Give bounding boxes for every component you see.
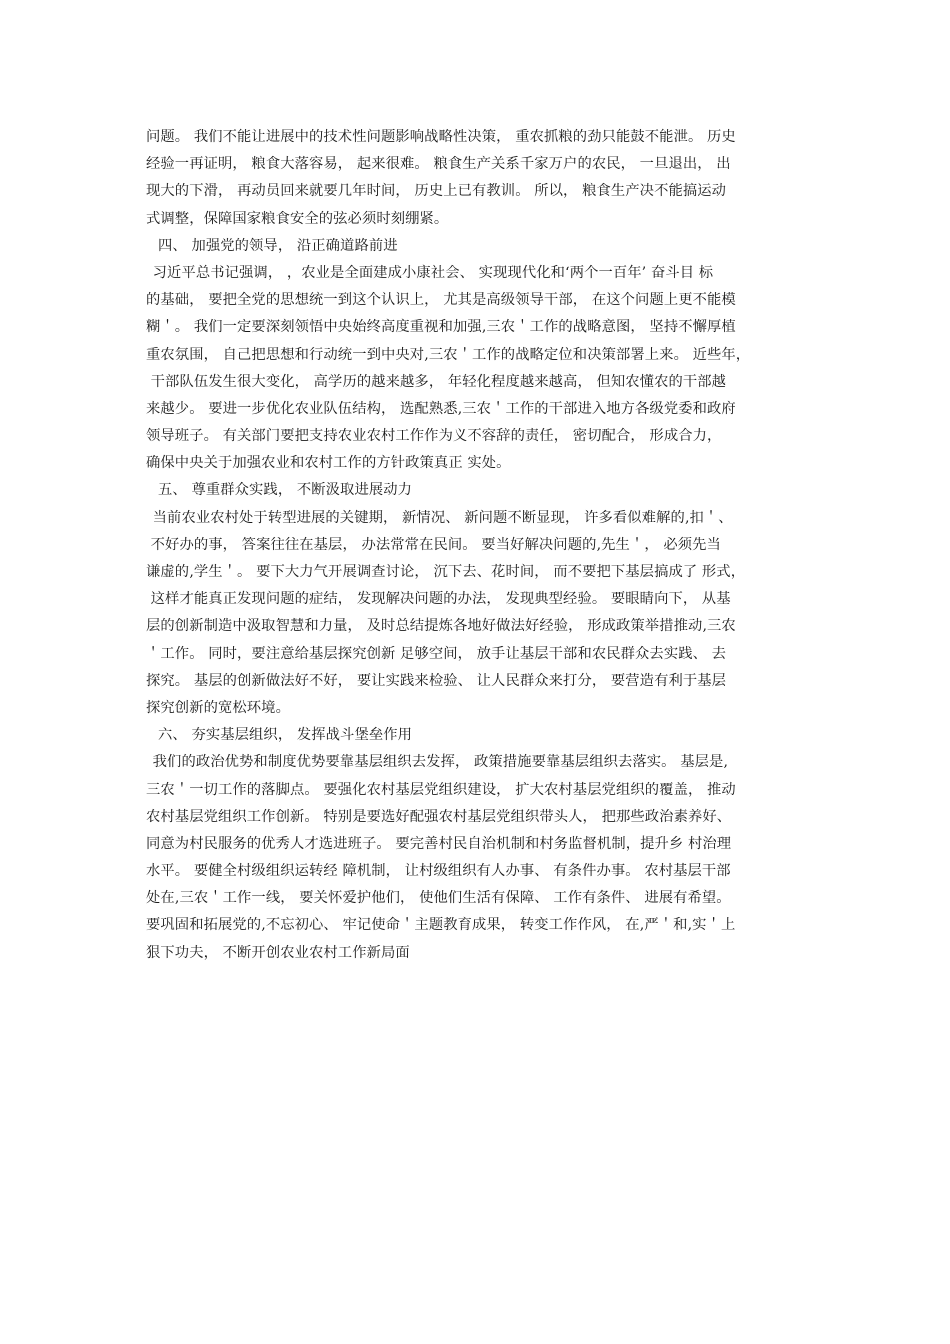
text-line: 干部队伍发生很大变化， 高学历的越来越多， 年轻化程度越来越高， 但知农懂农的干部越: [146, 373, 727, 390]
text-line: 习近平总书记强调， ，农业是全面建成小康社会、 实现现代化和‘两个一百年’ 奋斗目 标: [148, 264, 714, 281]
text-line: 的基础， 要把全党的思想统一到这个认识上， 尤其是高级领导干部， 在这个问题上更不能模: [146, 292, 736, 309]
text-line: 糊＇。 我们一定要深刻领悟中央始终高度重视和加强‚三农＇工作的战略意图， 坚持不懈厚植: [146, 319, 736, 336]
text-line: 探究。 基层的创新做法好不好， 要让实践来检验、 让人民群众来打分， 要营造有利于基层: [146, 672, 727, 689]
text-line: 式调整，保障国家粮食安全的弦必须时刻绷紧。: [146, 210, 449, 227]
text-line: 处在‚三农＇工作一线， 要关怀爱护他们， 使他们生活有保障、 工作有条件、 进展有希望。: [146, 890, 731, 907]
text-line: 水平。 要健全村级组织运转经 障机制， 让村级组织有人办事、 有条件办事。 农村基层干部: [146, 863, 731, 880]
text-line: 领导班子。 有关部门要把支持农业农村工作作为义不容辞的责任， 密切配合， 形成合力，: [146, 428, 722, 445]
text-line: 重农氛围， 自己把思想和行动统一到中央对‚三农＇工作的战略定位和决策部署上来。 近些年，: [146, 346, 751, 363]
text-line: 我们的政治优势和制度优势要靠基层组织去发挥， 政策措施要靠基层组织去落实。 基层是‚: [148, 754, 729, 771]
section-heading: 四、 加强党的领导， 沿正确道路前进: [158, 237, 398, 254]
text-line: 三农＇一切工作的落脚点。 要强化农村基层党组织建设， 扩大农村基层党组织的覆盖， 推动: [146, 781, 736, 798]
section-heading: 五、 尊重群众实践， 不断汲取进展动力: [158, 482, 413, 499]
text-line: 谦虚的‚学生＇。 要下大力气开展调查讨论， 沉下去、花时间， 而不要把下基层搞成了 形式，: [146, 564, 746, 580]
text-line: 确保中央关于加强农业和农村工作的方针政策真正 实处。: [146, 455, 511, 472]
text-line: 来越少。 要进一步优化农业队伍结构， 选配熟悉‚三农＇工作的干部进入地方各级党委和政府: [146, 400, 736, 417]
text-line: ＇工作。 同时，要注意给基层探究创新 足够空间， 放手让基层干部和农民群众去实践、 去: [146, 645, 727, 662]
text-line: 狠下功夫， 不断开创农业农村工作新局面: [146, 944, 410, 961]
text-line: 层的创新制造中汲取智慧和力量， 及时总结提炼各地好做法好经验， 形成政策举措推动‚三农: [146, 618, 736, 635]
document-body: [146, 124, 810, 967]
text-line: 问题。 我们不能让进展中的技术性问题影响战略性决策， 重农抓粮的劲只能鼓不能泄。 历史: [146, 129, 736, 145]
text-line: 这样才能真正发现问题的症结， 发现解决问题的办法， 发现典型经验。 要眼睛向下， 从基: [146, 591, 731, 608]
text-line: 现大的下滑， 再动员回来就要几年时间， 历史上已有教训。 所以， 粮食生产决不能搞运动: [146, 183, 727, 200]
text-line: 农村基层党组织工作创新。 特别是要选好配强农村基层党组织带头人， 把那些政治素养好、: [146, 808, 732, 825]
text-line: 不好办的事， 答案往往在基层， 办法常常在民间。 要当好解决问题的‚先生＇， 必须先当: [146, 536, 721, 553]
text-line: 经验一再证明， 粮食大落容易， 起来很难。 粮食生产关系千家万户的农民， 一旦退出， 出: [146, 156, 731, 173]
text-line: 要巩固和拓展党的‚不忘初心、 牢记使命＇主题教育成果， 转变工作作风， 在‚严＇和‚实＇上: [146, 917, 736, 934]
text-line: 同意为村民服务的优秀人才选进班子。 要完善村民自治机制和村务监督机制，提升乡 村治理: [146, 835, 732, 852]
section-heading: 六、 夯实基层组织， 发挥战斗堡垒作用: [158, 727, 413, 744]
text-line: 当前农业农村处于转型进展的关键期， 新情况、 新问题不断显现， 许多看似难解的‚扣＇、: [148, 509, 733, 526]
text-line: 探究创新的宽松环境。: [146, 699, 290, 716]
